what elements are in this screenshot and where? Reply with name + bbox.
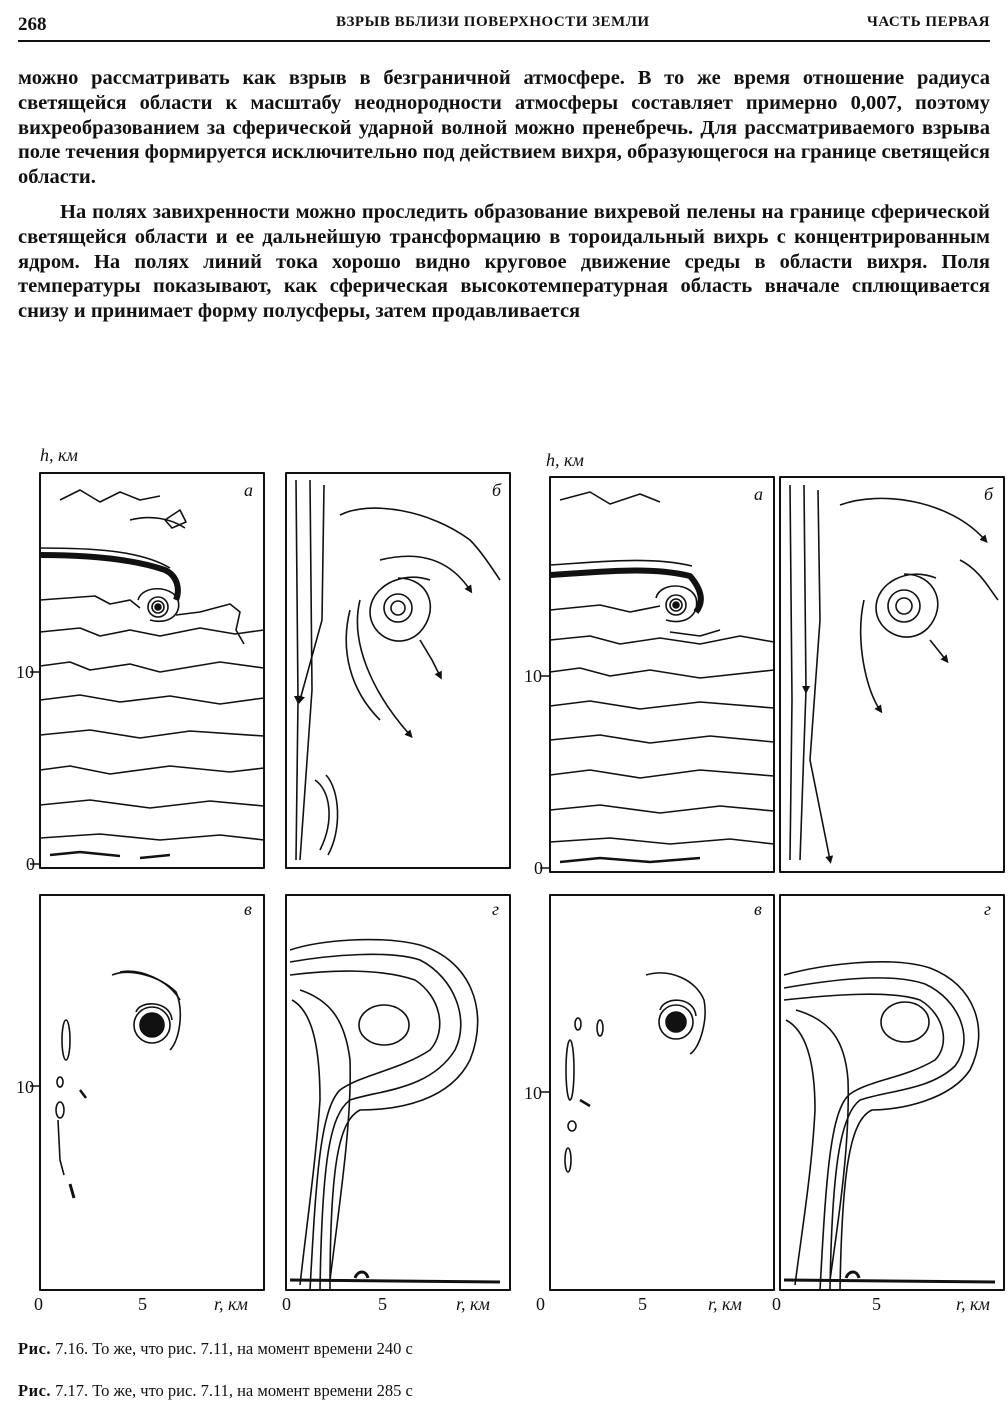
caption-text: 7.17. То же, что рис. 7.11, на момент времени 285 с bbox=[51, 1381, 413, 1400]
x-tick-label: 0 bbox=[536, 1294, 545, 1314]
y-tick-label: 10 bbox=[524, 666, 542, 686]
y-tick-label: 10 bbox=[16, 1077, 34, 1097]
part-label: ЧАСТЬ ПЕРВАЯ bbox=[866, 14, 990, 30]
y-tick-label: 10 bbox=[524, 1083, 542, 1103]
y-axis-label: h, км bbox=[546, 450, 584, 470]
x-tick-label: 0 bbox=[34, 1294, 43, 1314]
panel-label-a: а bbox=[244, 480, 253, 500]
header-rule bbox=[18, 40, 990, 42]
panel-label-a: а bbox=[754, 484, 763, 504]
x-axis-label: r, км bbox=[456, 1294, 490, 1314]
running-header bbox=[18, 8, 990, 38]
panel-label-v: в bbox=[754, 899, 762, 919]
panel-frame bbox=[780, 477, 1004, 872]
x-tick-label: 5 bbox=[872, 1294, 881, 1314]
panel-frame bbox=[286, 473, 510, 868]
panel-label-v: в bbox=[244, 899, 252, 919]
figure-caption bbox=[18, 1381, 413, 1401]
x-tick-label: 0 bbox=[772, 1294, 781, 1314]
y-tick-label: 0 bbox=[26, 854, 35, 874]
x-tick-label: 5 bbox=[638, 1294, 647, 1314]
x-tick-label: 5 bbox=[138, 1294, 147, 1314]
panel-label-b: б bbox=[492, 480, 502, 500]
caption-text: 7.16. То же, что рис. 7.11, на момент времени 240 с bbox=[51, 1339, 413, 1358]
x-tick-label: 0 bbox=[282, 1294, 291, 1314]
panel-frame bbox=[550, 895, 774, 1290]
running-title: ВЗРЫВ ВБЛИЗИ ПОВЕРХНОСТИ ЗЕМЛИ bbox=[336, 14, 650, 30]
page-number: 268 bbox=[18, 14, 47, 35]
y-tick-label: 10 bbox=[16, 662, 34, 682]
caption-prefix: Рис. bbox=[18, 1339, 52, 1358]
figure-caption bbox=[18, 1339, 413, 1359]
paragraph: На полях завихренности можно проследить образование вихревой пелены на границе сферической светящейся области и ее дальнейшую трансформацию в тороидальный вихрь с концентрированным ядром. На полях линий тока хорошо видно круговое движение среды в области вихря. Поля температуры показывают, как сферическая высокотемпературная область вначале сплющивается снизу и принимает форму полусферы, затем продавливается bbox=[18, 200, 990, 323]
y-tick-label: 0 bbox=[534, 858, 543, 878]
caption-prefix: Рис. bbox=[18, 1381, 52, 1400]
panel-frame bbox=[40, 895, 264, 1290]
panel-label-b: б bbox=[984, 484, 994, 504]
panel-label-g: г bbox=[492, 899, 500, 919]
panel-label-g: г bbox=[984, 899, 992, 919]
body-text bbox=[18, 66, 990, 324]
x-tick-label: 5 bbox=[378, 1294, 387, 1314]
figure-panels bbox=[0, 440, 1008, 1320]
y-axis-label: h, км bbox=[40, 445, 78, 465]
paragraph: можно рассматривать как взрыв в безграничной атмосфере. В то же время отношение радиуса светящейся области к масштабу неоднородности атмосферы составляет примерно 0,007, поэтому вихреобразованием за сферической ударной волной можно пренебречь. Для рассматриваемого взрыва поле течения формируется исключительно под действием вихря, образующегося на границе светящейся области. bbox=[18, 67, 991, 189]
x-axis-label: r, км bbox=[708, 1294, 742, 1314]
x-axis-label: r, км bbox=[956, 1294, 990, 1314]
x-axis-label: r, км bbox=[214, 1294, 248, 1314]
